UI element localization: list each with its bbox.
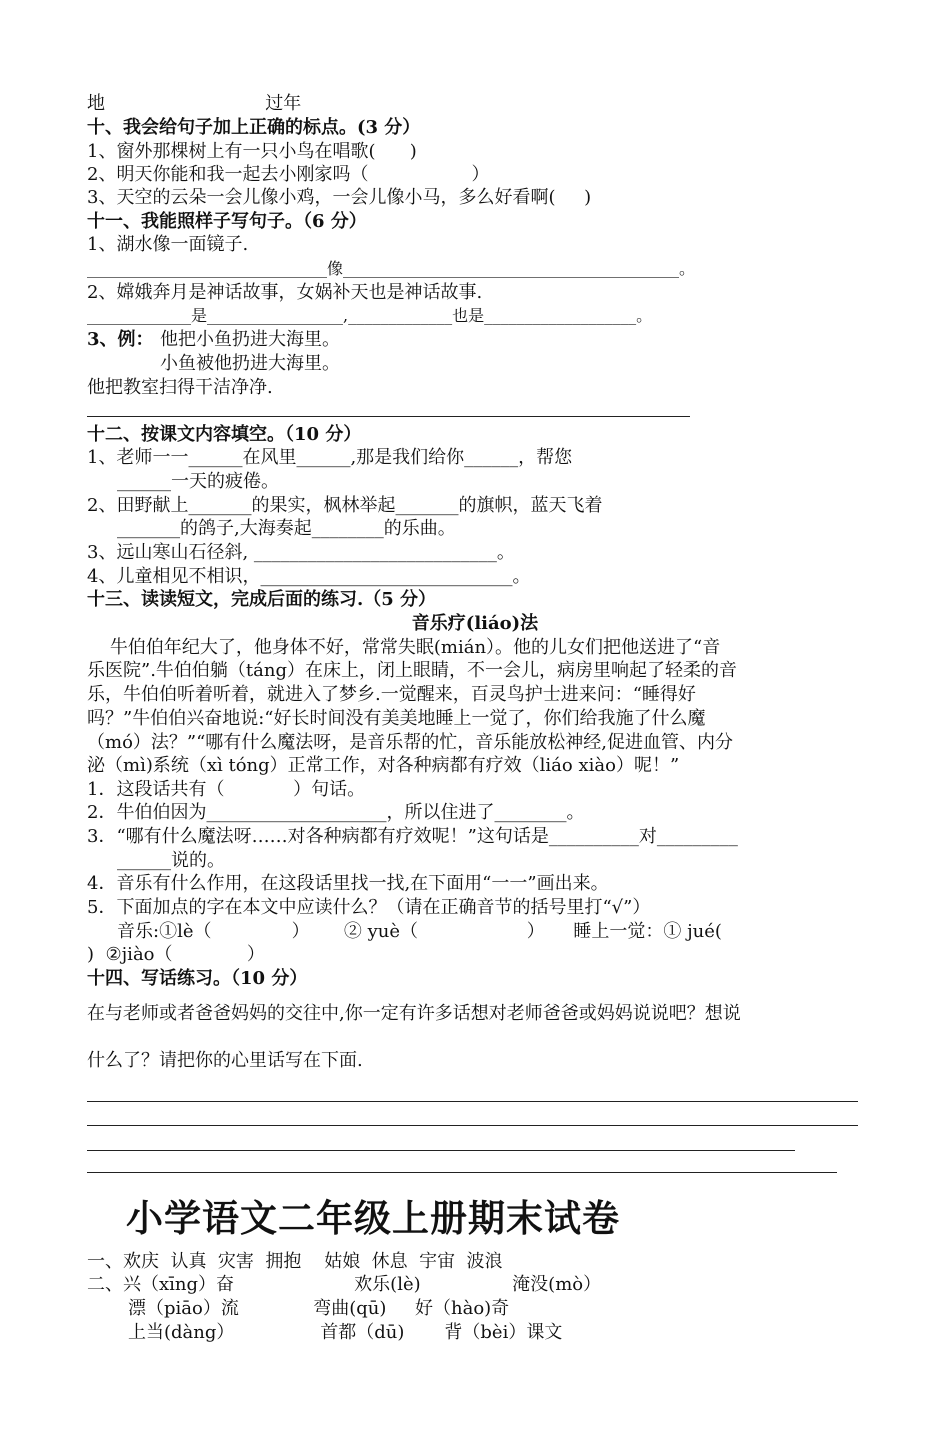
fill-line: _____________是_________________,_____________也是___________________。 [87,306,653,325]
text-line: 他把教室扫得干洁净净. [87,377,273,398]
question-line: 2．牛伯伯因为____________________，所以住进了________。 [87,802,585,823]
passage-line: 乐，牛伯伯听着听着，就进入了梦乡.一觉醒来，百灵鸟护士进来问：“睡得好 [87,684,696,705]
prompt-line: 在与老师或者爸爸妈妈的交往中,你一定有许多话想对老师爸爸或妈妈说说吧？想说 [87,1003,741,1024]
passage-line: 乐医院”.牛伯伯躺（táng）在床上，闭上眼睛，不一会儿，病房里响起了轻柔的音 [87,660,738,681]
section-heading: 十三、读读短文，完成后面的练习.（5 分） [87,589,437,610]
section-heading: 十、我会给句子加上正确的标点。(3 分） [87,117,421,138]
text-line: 2、明天你能和我一起去小刚家吗（ ） [87,164,490,185]
text-line: 1、湖水像一面镜子. [87,234,249,255]
text-line: _______的鸽子,大海奏起________的乐曲。 [117,518,456,539]
section-heading: 十四、写话练习。（10 分） [87,968,308,989]
writing-line [87,1101,858,1102]
question-line: 1．这段话共有（ ）句话。 [87,779,366,800]
text-line: 4、儿童相见不相识，____________________________。 [87,566,531,587]
passage-line: （mó）法？”“哪有什么魔法呀，是音乐帮的忙，音乐能放松神经,促进血管、内分 [87,732,734,753]
section-heading: 十二、按课文内容填空。（10 分） [87,424,362,445]
text-line: 他把小鱼扔进大海里。 [160,329,340,350]
answer-line-text: 上当(dàng） 首都（dū) 背（bèi）课文 [128,1322,563,1343]
question-line: ______说的。 [117,850,225,871]
answer-line-text: 二、兴（xīng）奋 欢乐(lè) 淹没(mò） [87,1274,602,1295]
text-line: 2、田野献上_______的果实，枫林举起_______的旗帜，蓝天飞着 [87,495,603,516]
exam-title: 小学语文二年级上册期末试卷 [126,1197,620,1240]
answer-line-text: 一、欢庆 认真 灾害 拥抱 姑娘 休息 宇宙 波浪 [87,1251,503,1272]
passage-line: 吗？”牛伯伯兴奋地说:“好长时间没有美美地睡上一觉了，你们给我施了什么魔 [87,708,706,729]
section-heading: 十一、我能照样子写句子。（6 分） [87,211,367,232]
text-line: 1、老师一一______在风里______,那是我们给你______，帮您 [87,447,573,468]
question-line: 4．音乐有什么作用，在这段话里找一找,在下面用“一一”画出来。 [87,873,609,894]
question-line: 3．“哪有什么魔法呀……对各种病都有疗效呢！”这句话是__________对_________ [87,826,738,847]
text-line: 地 过年 [87,93,302,114]
writing-line [87,1172,837,1173]
writing-line [87,1150,795,1151]
question-line: 5．下面加点的字在本文中应读什么？（请在正确音节的括号里打“√”） [87,897,651,918]
passage-line: 牛伯伯年纪大了，他身体不好，常常失眠(mián）。他的儿女们把他送进了“音 [87,637,721,658]
example-label: 3、例： [87,329,154,350]
passage-title: 音乐疗(liáo)法 [411,613,539,634]
text-line: 3、远山寒山石径斜, ___________________________。 [87,542,515,563]
text-line: ______一天的疲倦。 [117,471,279,492]
question-line: 音乐:①lè（ ） ② yuè（ ） 睡上一觉：① jué( [117,921,722,942]
question-line: ) ②jiào（ ） [87,944,265,965]
text-line: 小鱼被他扔进大海里。 [160,353,340,374]
writing-line [87,1125,858,1126]
text-line: 1、窗外那棵树上有一只小鸟在唱歌( ) [87,141,417,162]
answer-line-text: 漂（piāo）流 弯曲(qū) 好（hào)奇 [128,1298,510,1319]
answer-line [87,416,690,417]
text-line: 3、天空的云朵一会儿像小鸡，一会儿像小马，多么好看啊( ) [87,187,592,208]
passage-line: 泌（mì)系统（xì tóng）正常工作，对各种病都有疗效（liáo xiào）呢！” [87,755,680,776]
prompt-line: 什么了？请把你的心里话写在下面. [87,1050,363,1071]
fill-line: ______________________________像__________________________________________。 [87,259,695,278]
text-line: 2、嫦娥奔月是神话故事，女娲补天也是神话故事. [87,282,483,303]
